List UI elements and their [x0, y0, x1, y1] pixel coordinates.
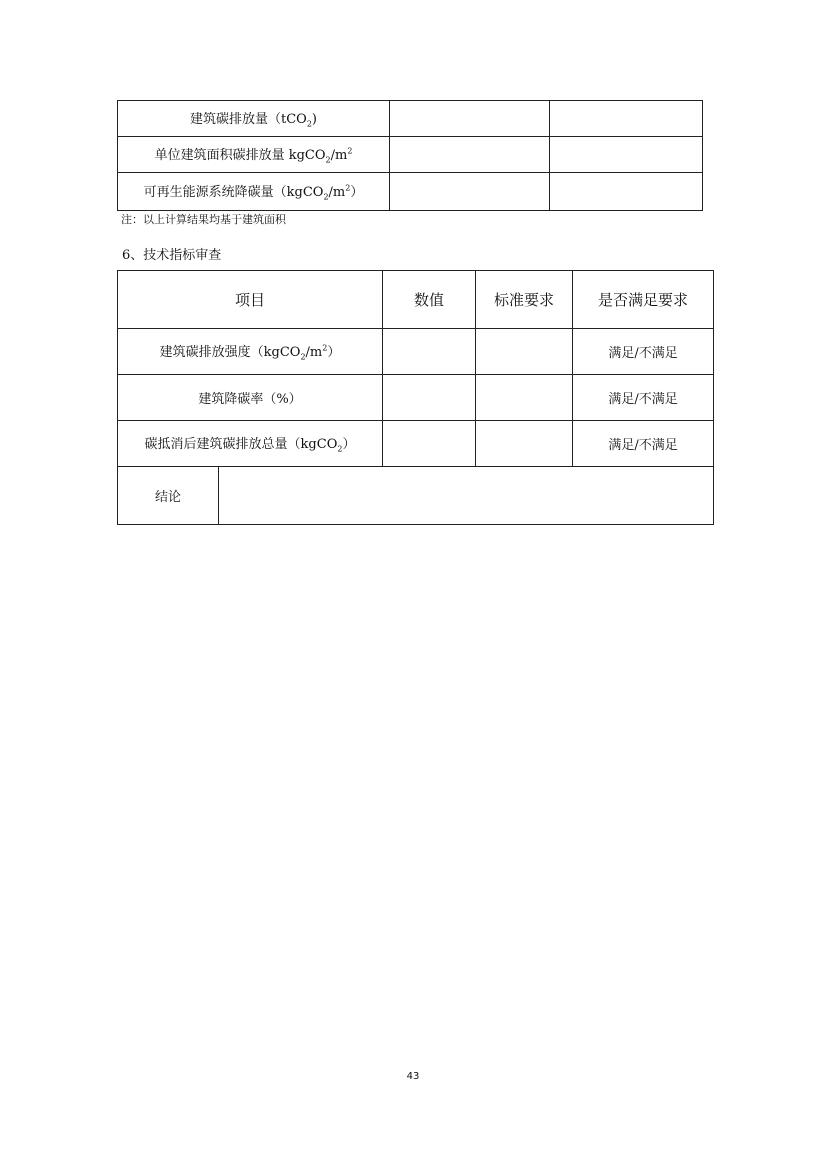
value-cell [383, 375, 476, 421]
page-number: 43 [406, 1071, 420, 1082]
header-value: 数值 [383, 271, 476, 329]
row-label: 碳抵消后建筑碳排放总量（kgCO$_2$） [118, 421, 383, 467]
table-note: 注：以上计算结果均基于建筑面积 [121, 213, 286, 226]
result-cell: 满足/不满足 [573, 375, 714, 421]
value-cell [550, 173, 703, 211]
row-label: 建筑降碳率（%） [118, 375, 383, 421]
row-label: 单位建筑面积碳排放量 $kgCO_2/m^2$ [118, 137, 390, 173]
header-compliance: 是否满足要求 [573, 271, 714, 329]
table-row [118, 375, 714, 421]
section-heading: 6、技术指标审查 [122, 248, 222, 263]
table-row [118, 329, 714, 375]
table-row [118, 137, 703, 173]
result-cell: 满足/不满足 [573, 421, 714, 467]
header-standard: 标准要求 [476, 271, 573, 329]
table-row [118, 101, 703, 137]
row-label: 可再生能源系统降碳量$(kgCO_2/m^2)$ [118, 173, 390, 211]
conclusion-label: 结论 [118, 467, 219, 525]
row-label: 建筑碳排放量（tCO$_2$) [118, 101, 390, 137]
carbon-emission-table [117, 100, 703, 211]
standard-cell [476, 329, 573, 375]
header-item: 项目 [118, 271, 383, 329]
value-cell [550, 101, 703, 137]
value-cell [390, 173, 550, 211]
header-row [118, 271, 714, 329]
conclusion-row [118, 467, 714, 525]
value-cell [383, 421, 476, 467]
value-cell [550, 137, 703, 173]
row-label: 建筑碳排放强度$(kgCO_2/m^2)$ [118, 329, 383, 375]
table-row [118, 421, 714, 467]
value-cell [383, 329, 476, 375]
value-cell [390, 137, 550, 173]
technical-indicator-table [117, 270, 714, 525]
conclusion-cell [219, 467, 714, 525]
value-cell [390, 101, 550, 137]
standard-cell [476, 421, 573, 467]
table-row [118, 173, 703, 211]
standard-cell [476, 375, 573, 421]
result-cell: 满足/不满足 [573, 329, 714, 375]
